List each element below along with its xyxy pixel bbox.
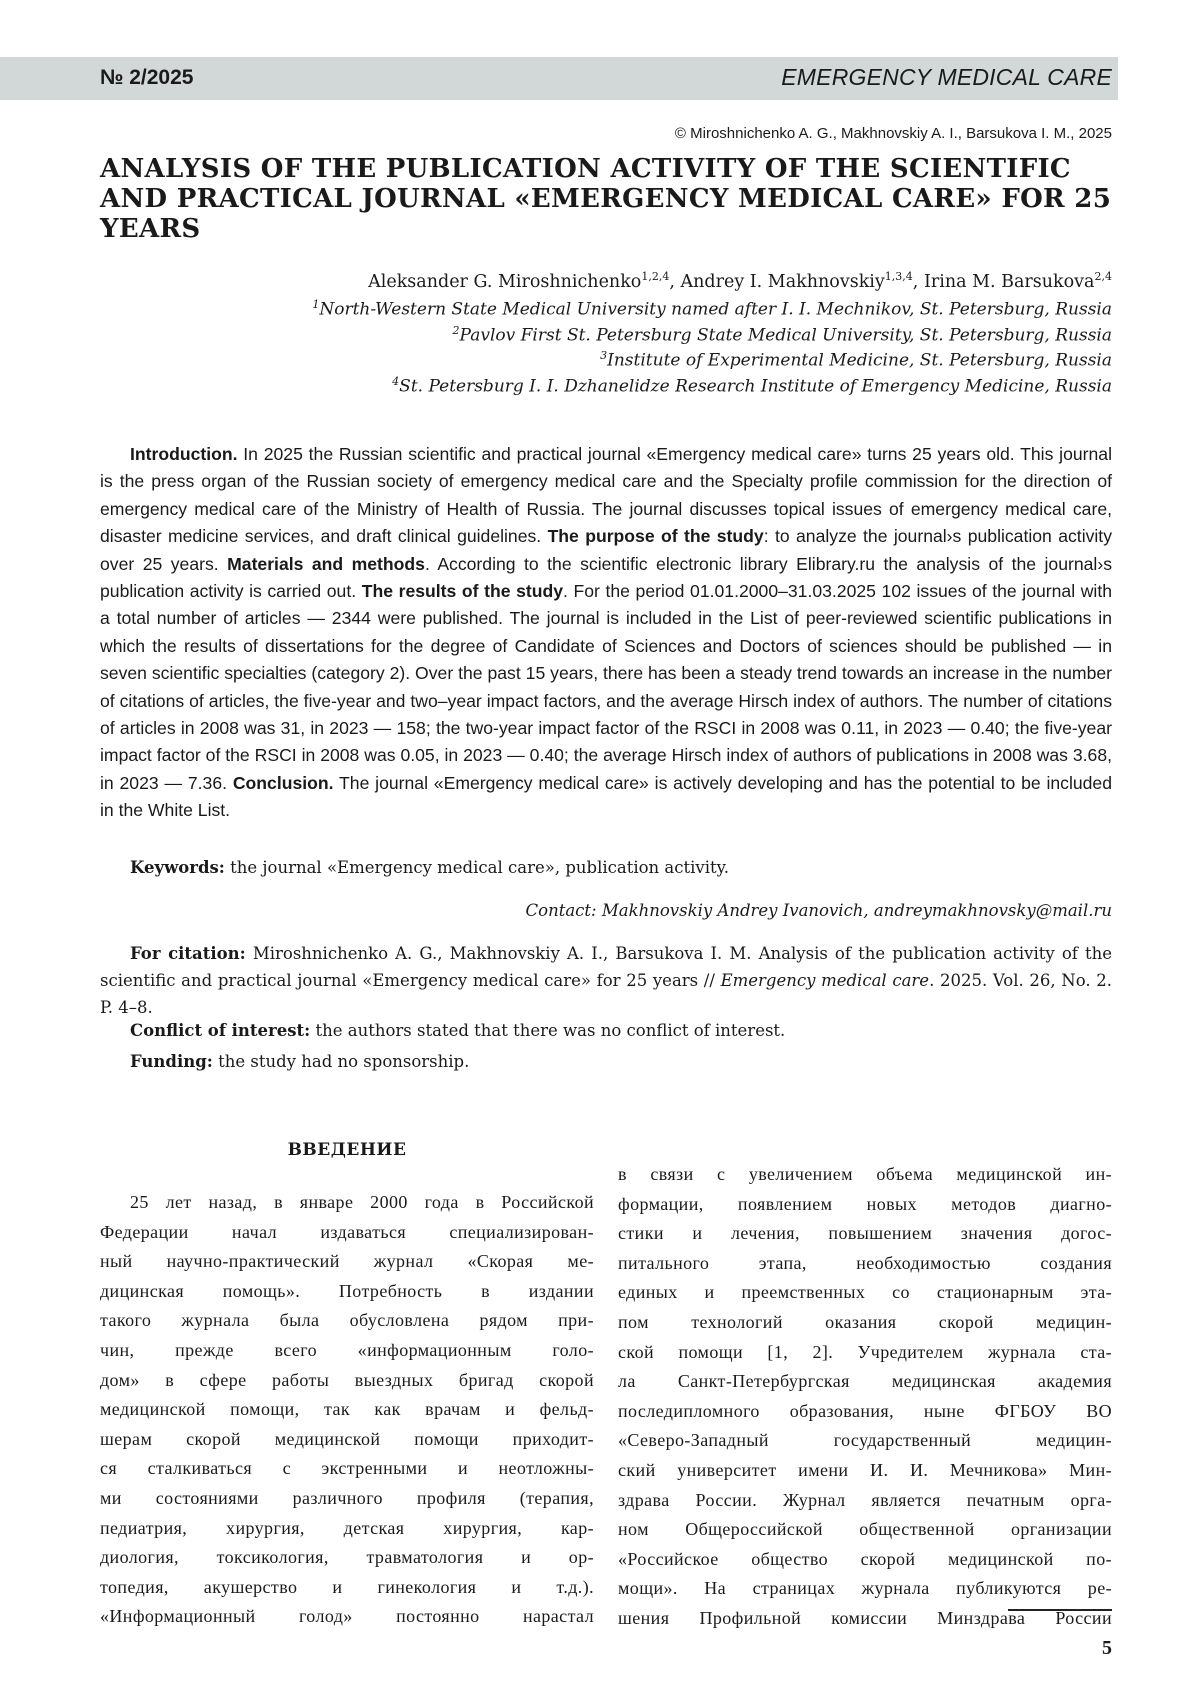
- conflict-label: Conflict of interest:: [130, 1021, 310, 1040]
- affiliation: [600, 349, 1112, 371]
- text-line: мощи». На страницах журнала публикуются ре-: [618, 1574, 1112, 1604]
- affiliation: [453, 324, 1112, 346]
- abstract-heading: Introduction.: [130, 444, 238, 464]
- text-line: 25 лет назад, в январе 2000 года в Российской: [100, 1188, 594, 1218]
- funding-label: Funding:: [130, 1052, 213, 1071]
- author-separator: ,: [913, 272, 924, 292]
- text-line: шерам скорой медицинской помощи приходит-: [100, 1425, 594, 1455]
- text-line: последипломного образования, ныне ФГБОУ ВО: [618, 1397, 1112, 1427]
- author-affiliation-marks: 1,3,4: [885, 270, 913, 283]
- text-line: ном Общероссийской общественной организации: [618, 1515, 1112, 1545]
- article-title: ANALYSIS OF THE PUBLICATION ACTIVITY OF THE SCIENTIFIC AND PRACTICAL JOURNAL «EMERGENCY MEDICAL CARE» FOR 25 YEARS: [100, 154, 1120, 244]
- citation-label: For citation:: [130, 944, 246, 963]
- contact-line: Contact: Makhnovskiy Andrey Ivanovich, andreymakhnovsky@mail.ru: [526, 901, 1112, 920]
- text-line: Федерации начал издаваться специализирован-: [100, 1218, 594, 1248]
- text-line: ский университет имени И. И. Мечникова» Мин-: [618, 1456, 1112, 1486]
- affiliation-number: 4: [392, 375, 399, 388]
- author-name: Aleksander G. Miroshnichenko: [368, 272, 641, 292]
- text-line: дом» в сфере работы выездных бригад скорой: [100, 1366, 594, 1396]
- text-line: «Северо-Западный государственный медицин-: [618, 1426, 1112, 1456]
- citation: [100, 940, 1112, 1021]
- text-line: в связи с увеличением объема медицинской ин-: [618, 1160, 1112, 1190]
- text-line: медицинской помощи, так как врачам и фельд-: [100, 1395, 594, 1425]
- funding: [130, 1052, 469, 1071]
- text-line: «Информационный голод» постоянно нарастал: [100, 1602, 594, 1632]
- text-line: ла Санкт-Петербургская медицинская академия: [618, 1367, 1112, 1397]
- text-line: единых и преемственных со стационарным эта-: [618, 1278, 1112, 1308]
- abstract-heading: Materials and methods: [227, 554, 425, 574]
- text-line: формации, появлением новых методов диагно-: [618, 1190, 1112, 1220]
- text-line: ской помощи [1, 2]. Учредителем журнала ста-: [618, 1338, 1112, 1368]
- text-line: такого журнала была обусловлена рядом при-: [100, 1306, 594, 1336]
- text-line: здрава России. Журнал является печатным орга-: [618, 1486, 1112, 1516]
- affiliation-text: St. Petersburg I. I. Dzhanelidze Research Institute of Emergency Medicine, Russia: [399, 376, 1112, 396]
- journal-name: EMERGENCY MEDICAL CARE: [781, 64, 1112, 91]
- author-list: [368, 270, 1112, 292]
- author-name: Andrey I. Makhnovskiy: [680, 272, 884, 292]
- affiliation-text: North-Western State Medical University named after I. I. Mechnikov, St. Petersburg, Russia: [319, 300, 1112, 320]
- issue-number: № 2/2025: [100, 66, 193, 90]
- text-line: чин, прежде всего «информационным голо-: [100, 1336, 594, 1366]
- affiliation-number: 2: [453, 324, 460, 337]
- affiliation-number: 3: [600, 349, 607, 362]
- copyright-line: © Miroshnichenko A. G., Makhnovskiy A. I., Barsukova I. M., 2025: [675, 125, 1112, 142]
- affiliation: [312, 298, 1112, 320]
- conflict-of-interest: [130, 1021, 785, 1040]
- affiliation: [392, 375, 1112, 397]
- affiliation-text: Pavlov First St. Petersburg State Medical University, St. Petersburg, Russia: [460, 325, 1112, 345]
- citation-tail: . 2025. Vol. 26, No. 2. P. 4–8.: [100, 971, 1112, 1017]
- keywords: [130, 858, 729, 877]
- author-separator: ,: [669, 272, 680, 292]
- author-affiliation-marks: 1,2,4: [641, 270, 669, 283]
- abstract-text: The journal «Emergency medical care» is actively developing and has the potential to be included in the White List.: [100, 773, 1112, 820]
- abstract-text: . For the period 01.01.2000–31.03.2025 102 issues of the journal with a total number of articles — 2344 were published. The journal is included in the List of peer-reviewed scientific publications in which the results of dissertations for the degree of Candidate of Sciences and Doctors of sciences should be published — in seven scientific specialties (category 2). Over the past 15 years, there has been a steady trend towards an increase in the number of citations of articles, the five-year and two–year impact factors, and the average Hirsch index of authors. The number of citations of articles in 2008 was 31, in 2023 — 158; the two-year impact factor of the RSCI in 2008 was 0.11, in 2023 — 0.40; the five-year impact factor of the RSCI in 2008 was 0.05, in 2023 — 0.40; the average Hirsch index of authors of publications in 2008 was 3.68, in 2023 — 7.36.: [100, 581, 1112, 793]
- abstract-text: : to analyze the journal›s publication activity over 25 years.: [100, 526, 1112, 573]
- section-heading-introduction: ВВЕДЕНИЕ: [100, 1140, 594, 1160]
- abstract-heading: Conclusion.: [233, 773, 334, 793]
- text-line: стики и лечения, повышением значения догос-: [618, 1219, 1112, 1249]
- keywords-label: Keywords:: [130, 858, 225, 877]
- citation-journal: Emergency medical care: [721, 971, 930, 990]
- conflict-text: the authors stated that there was no conflict of interest.: [310, 1021, 785, 1040]
- text-line: ся сталкиваться с экстренными и неотложны-: [100, 1454, 594, 1484]
- abstract-text: . According to the scientific electronic library Elibrary.ru the analysis of the journal›s publication activity is carried out.: [100, 554, 1112, 601]
- text-line: ми состояниями различного профиля (терапия,: [100, 1484, 594, 1514]
- author-name: Irina M. Barsukova: [924, 272, 1095, 292]
- affiliation-text: Institute of Experimental Medicine, St. Petersburg, Russia: [607, 351, 1112, 371]
- affiliation-number: 1: [312, 298, 319, 311]
- author-affiliation-marks: 2,4: [1095, 270, 1113, 283]
- abstract-text: In 2025 the Russian scientific and practical journal «Emergency medical care» turns 25 years old. This journal is the press organ of the Russian society of emergency medical care and the Specialty profile commission for the direction of emergency medical care of the Ministry of Health of Russia. The journal discusses topical issues of emergency medical care, disaster medicine services, and draft clinical guidelines.: [100, 444, 1112, 546]
- text-line: «Российское общество скорой медицинской по-: [618, 1545, 1112, 1575]
- abstract-heading: The purpose of the study: [548, 526, 764, 546]
- abstract-heading: The results of the study: [362, 581, 563, 601]
- left-column: [100, 1188, 594, 1632]
- text-line: дицинская помощь». Потребность в издании: [100, 1277, 594, 1307]
- text-line: ный научно-практический журнал «Скорая ме-: [100, 1247, 594, 1277]
- funding-text: the study had no sponsorship.: [213, 1052, 470, 1071]
- text-line: педиатрия, хирургия, детская хирургия, кар-: [100, 1514, 594, 1544]
- footer-rule: [1008, 1609, 1112, 1611]
- right-column: [618, 1160, 1112, 1634]
- citation-text: Miroshnichenko A. G., Makhnovskiy A. I., Barsukova I. M. Analysis of the publication activity of the scientific and practical journal «Emergency medical care» for 25 years //: [100, 944, 1112, 990]
- page-number: 5: [1102, 1637, 1112, 1660]
- text-line: диология, токсикология, травматология и ор-: [100, 1543, 594, 1573]
- text-line: шения Профильной комиссии Минздрава России: [618, 1604, 1112, 1634]
- text-line: топедия, акушерство и гинекология и т.д.).: [100, 1573, 594, 1603]
- abstract: [100, 441, 1112, 825]
- text-line: питального этапа, необходимостью создания: [618, 1249, 1112, 1279]
- keywords-text: the journal «Emergency medical care», publication activity.: [225, 858, 729, 877]
- text-line: пом технологий оказания скорой медицин-: [618, 1308, 1112, 1338]
